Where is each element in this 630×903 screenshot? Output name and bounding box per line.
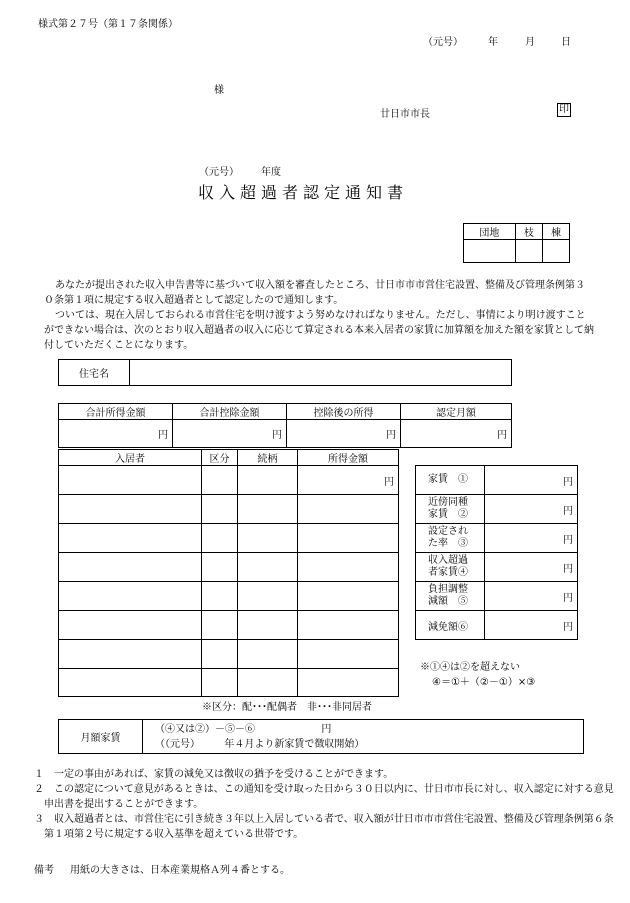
addressee-honorific: 様	[214, 85, 224, 96]
form-number: 様式第２７号（第１７条関係）	[38, 19, 178, 30]
relationship-cell	[238, 582, 298, 611]
building-table	[463, 223, 570, 263]
note-3: ３ 収入超過者とは、市営住宅に引き続き３年以上入居している者で、収入額が廿日市市市営住宅設置、整備及び管理条例第６条第１項第２号に規定する収入基準を超えている世帯です。	[34, 814, 614, 840]
relationship-cell	[238, 640, 298, 669]
relationship-cell	[238, 669, 298, 697]
remarks-label: 備考	[34, 865, 54, 876]
header-relationship: 続柄	[238, 450, 298, 466]
rent-note-1: ※①④は②を超えない	[420, 662, 520, 673]
income-amount-cell	[298, 553, 399, 582]
note-2: ２ この認定について意見があるときは、この通知を受け取った日から３０日以内に、廿日市市長に対し、収入認定に対する意見申出書を提出することができます。	[34, 784, 614, 810]
note-1: １ 一定の事由があれば、家賃の減免又は徴収の猶予を受けることができます。	[34, 769, 394, 780]
eda-cell	[515, 240, 542, 263]
category-cell	[202, 466, 238, 495]
seal-mark: 印	[559, 104, 569, 115]
monthly-rent-table	[58, 719, 584, 754]
header-resident: 入居者	[59, 450, 202, 466]
monthly-rent-unit: 円	[321, 723, 332, 735]
relationship-cell	[238, 524, 298, 553]
monthly-rent-value	[143, 720, 584, 754]
relationship-cell	[238, 611, 298, 640]
residents-table	[58, 449, 399, 697]
income-amount-cell	[298, 669, 399, 697]
total-deduction-value: 円	[173, 420, 287, 448]
category-cell	[202, 553, 238, 582]
category-cell	[202, 495, 238, 524]
reduction-label: 減免額⑥	[416, 611, 485, 640]
category-cell	[202, 582, 238, 611]
monthly-rent-formula: （④又は②）－⑤－⑥	[155, 723, 255, 735]
resident-cell	[59, 640, 202, 669]
rent-table	[415, 465, 578, 640]
relationship-cell	[238, 466, 298, 495]
income-amount-cell	[298, 524, 399, 553]
excess-rent-label: 収入超過 者家賃④	[416, 553, 485, 582]
resident-cell	[59, 611, 202, 640]
header-danchi: 団地	[464, 224, 516, 240]
resident-cell	[59, 582, 202, 611]
excess-rent-value: 円	[485, 553, 578, 582]
nearby-rent-label: 近傍同種 家賃 ②	[416, 495, 485, 524]
category-cell	[202, 640, 238, 669]
rent-base-label: 家賃 ①	[416, 466, 485, 495]
body-paragraph-1: あなたが提出された収入申告書等に基づいて収入額を審査したところ、廿日市市市営住宅設置、整備及び管理条例第３０条第１項に規定する収入超過者として認定したので通知します。	[44, 280, 585, 306]
nearby-rent-value: 円	[485, 495, 578, 524]
mune-cell	[542, 240, 569, 263]
header-certified-monthly: 認定月額	[401, 404, 512, 420]
total-income-value: 円	[59, 420, 173, 448]
header-eda: 枝	[515, 224, 542, 240]
header-total-income: 合計所得金額	[59, 404, 173, 420]
category-cell	[202, 611, 238, 640]
income-amount-cell	[298, 640, 399, 669]
income-amount-cell	[298, 611, 399, 640]
rent-note-formula: ④＝①＋（②－①）×③	[432, 677, 536, 688]
certified-monthly-value: 円	[401, 420, 512, 448]
date-month-label: 月	[525, 37, 535, 48]
housing-name-table	[58, 359, 512, 386]
remarks-text: 用紙の大きさは、日本産業規格Ａ列４番とする。	[70, 865, 290, 876]
relationship-cell	[238, 553, 298, 582]
reduction-value: 円	[485, 611, 578, 640]
rent-base-value: 円	[485, 466, 578, 495]
date-day-label: 日	[561, 37, 571, 48]
income-amount-cell: 円	[298, 466, 399, 495]
body-paragraph-2: ついては、現在入居しておられる市営住宅を明け渡すよう努めなければなりません。ただし、事情により明け渡すことができない場合は、次のとおり収入超過者の収入に応じて算定される本来入居者の家賃に加算額を加えた額を家賃として納付していただくことになります。	[44, 310, 594, 351]
monthly-rent-label: 月額家賃	[59, 720, 143, 754]
set-rate-value: 円	[485, 524, 578, 553]
header-income-after-deduction: 控除後の所得	[287, 404, 401, 420]
collection-start-prefix: （（元号）	[155, 738, 200, 750]
housing-name-value	[130, 360, 512, 386]
income-amount-cell	[298, 582, 399, 611]
category-cell	[202, 669, 238, 697]
resident-cell	[59, 524, 202, 553]
header-category: 区分	[202, 450, 238, 466]
category-cell	[202, 524, 238, 553]
income-table	[58, 403, 512, 448]
danchi-cell	[464, 240, 516, 263]
resident-cell	[59, 553, 202, 582]
income-after-deduction-value: 円	[287, 420, 401, 448]
header-mune: 棟	[542, 224, 569, 240]
date-year-label: 年	[488, 37, 498, 48]
category-footnote: ※区分：配･･･配偶者 非･･･非同居者	[202, 702, 372, 713]
relationship-cell	[238, 495, 298, 524]
title-fiscal-year: 年度	[261, 167, 281, 178]
header-total-deduction: 合計控除金額	[173, 404, 287, 420]
title-era: （元号）	[199, 167, 239, 178]
burden-adjustment-value: 円	[485, 582, 578, 611]
housing-name-label: 住宅名	[59, 360, 130, 386]
collection-start-suffix: 年４月より新家賃で徴収開始）	[224, 738, 365, 750]
header-income-amount: 所得金額	[298, 450, 399, 466]
burden-adjustment-label: 負担調整 減額 ⑤	[416, 582, 485, 611]
income-amount-cell	[298, 495, 399, 524]
document-title: 収入超過者認定通知書	[198, 183, 409, 202]
resident-cell	[59, 669, 202, 697]
date-era: （元号）	[423, 37, 463, 48]
issuer-name: 廿日市市長	[380, 109, 430, 120]
resident-cell	[59, 495, 202, 524]
resident-cell	[59, 466, 202, 495]
set-rate-label: 設定され た率 ③	[416, 524, 485, 553]
